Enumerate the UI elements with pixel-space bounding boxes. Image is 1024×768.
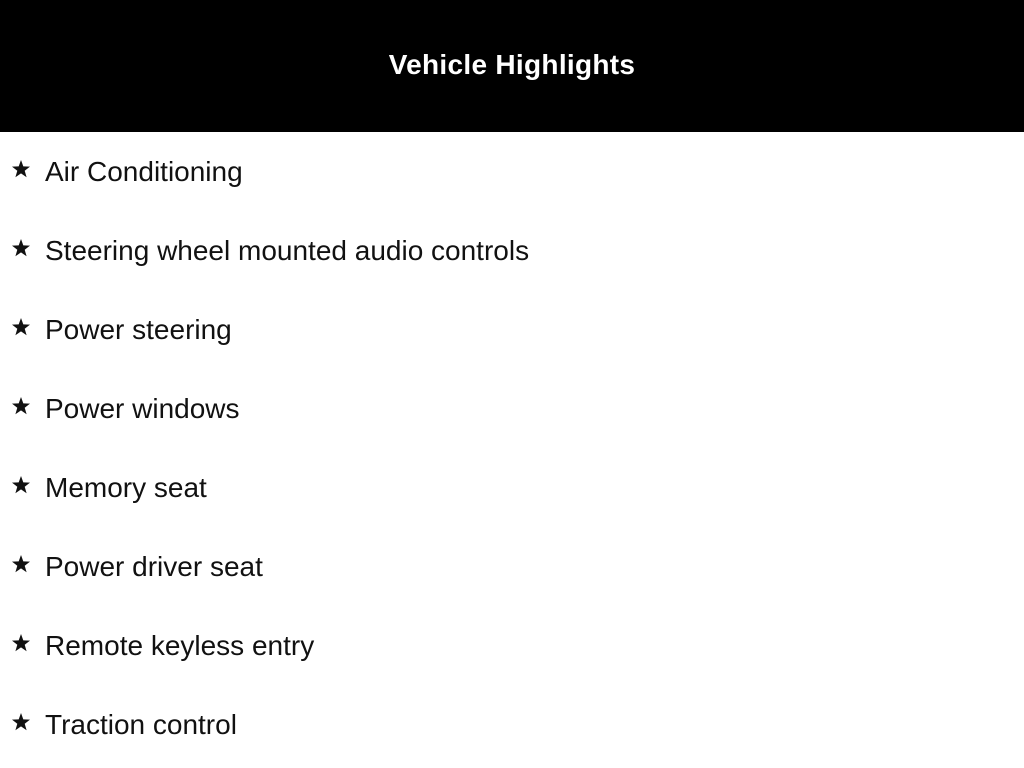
feature-label: Steering wheel mounted audio controls <box>45 235 530 266</box>
feature-label: Power driver seat <box>45 551 263 582</box>
list-item <box>0 705 1024 745</box>
star-icon <box>11 633 31 653</box>
list-item <box>0 389 1024 429</box>
list-item <box>0 626 1024 666</box>
feature-label: Traction control <box>45 709 237 740</box>
feature-label: Memory seat <box>45 472 207 503</box>
page-header <box>0 0 1024 132</box>
feature-label: Remote keyless entry <box>45 630 315 661</box>
feature-label: Power windows <box>45 393 240 424</box>
star-icon <box>11 238 31 258</box>
star-icon <box>11 396 31 416</box>
star-icon <box>11 554 31 574</box>
list-item <box>0 231 1024 271</box>
feature-label: Power steering <box>45 314 232 345</box>
star-icon <box>11 317 31 337</box>
star-icon <box>11 159 31 179</box>
list-item <box>0 152 1024 192</box>
star-icon <box>11 712 31 732</box>
list-item <box>0 310 1024 350</box>
feature-label: Air Conditioning <box>45 156 243 187</box>
list-item <box>0 547 1024 587</box>
list-item <box>0 468 1024 508</box>
star-icon <box>11 475 31 495</box>
page-title: Vehicle Highlights <box>388 49 636 80</box>
